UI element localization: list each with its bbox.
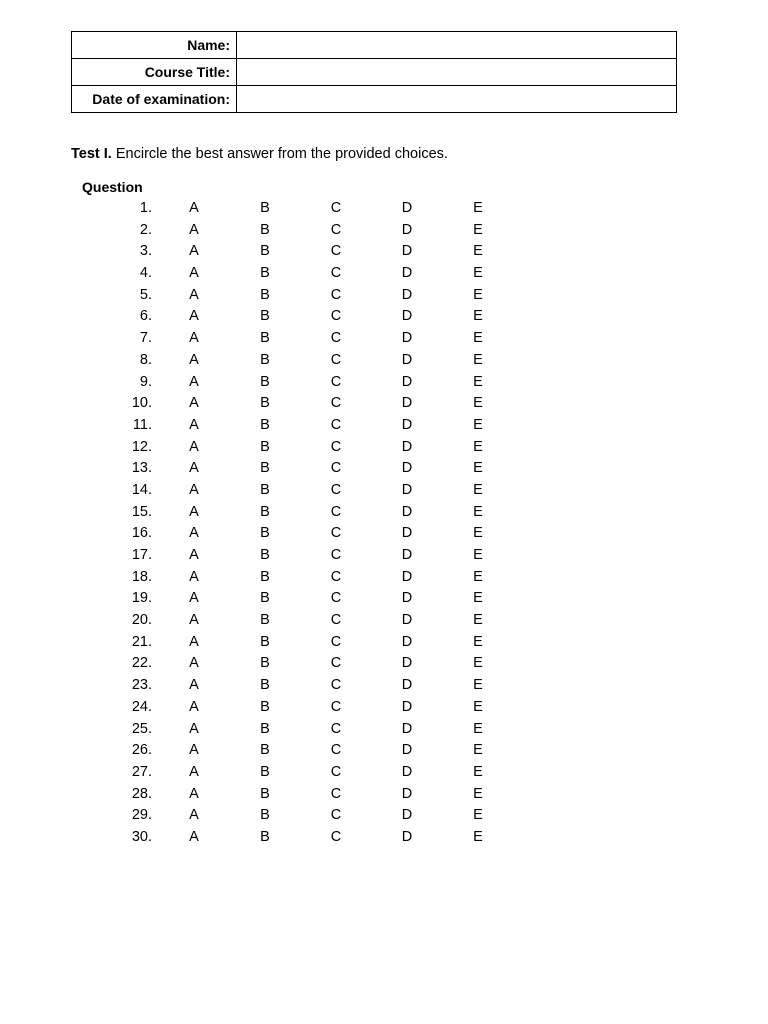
choice-e[interactable]: E xyxy=(473,828,483,845)
question-number: 4. xyxy=(139,265,152,282)
choice-e[interactable]: E xyxy=(473,785,483,802)
answer-row xyxy=(0,589,768,611)
answer-row xyxy=(0,785,768,807)
choice-a[interactable]: A xyxy=(189,351,199,368)
test-instructions xyxy=(71,146,448,162)
choice-e[interactable]: E xyxy=(473,351,483,368)
choice-c[interactable]: C xyxy=(330,221,342,238)
choice-d[interactable]: D xyxy=(401,200,413,216)
choice-e[interactable]: E xyxy=(473,460,483,477)
choice-a[interactable]: A xyxy=(189,828,199,845)
choice-a[interactable]: A xyxy=(189,785,199,802)
choice-a[interactable]: A xyxy=(189,525,199,542)
choice-b[interactable]: B xyxy=(260,416,270,433)
choice-e[interactable]: E xyxy=(473,221,483,238)
question-number: 7. xyxy=(139,330,152,347)
choice-c[interactable]: C xyxy=(330,243,342,260)
choice-e[interactable]: E xyxy=(473,547,483,563)
question-number: 14. xyxy=(131,481,152,498)
choice-b[interactable]: B xyxy=(260,373,270,390)
course-title-row xyxy=(72,59,677,86)
choice-b[interactable]: B xyxy=(260,460,270,477)
choice-a[interactable]: A xyxy=(189,221,199,238)
question-number: 13. xyxy=(131,460,152,477)
choice-a[interactable]: A xyxy=(189,308,199,325)
question-number: 19. xyxy=(131,590,152,607)
question-number: 15. xyxy=(131,503,152,520)
choice-e[interactable]: E xyxy=(473,200,483,216)
choice-b[interactable]: B xyxy=(260,742,270,759)
choice-d[interactable]: D xyxy=(401,655,413,672)
question-number: 22. xyxy=(131,655,152,672)
answer-row xyxy=(0,351,768,373)
choice-d[interactable]: D xyxy=(401,308,413,325)
question-number: 6. xyxy=(139,308,152,325)
choice-a[interactable]: A xyxy=(189,243,199,260)
choice-e[interactable]: E xyxy=(473,807,483,824)
choice-b[interactable]: B xyxy=(260,677,270,694)
choice-d[interactable]: D xyxy=(401,720,413,737)
answer-row xyxy=(0,438,768,460)
question-number: 12. xyxy=(131,438,152,455)
choice-c[interactable]: C xyxy=(330,438,342,455)
question-number: 2. xyxy=(139,221,152,238)
choice-b[interactable]: B xyxy=(260,828,270,845)
choice-e[interactable]: E xyxy=(473,568,483,585)
choice-b[interactable]: B xyxy=(260,330,270,347)
choice-e[interactable]: E xyxy=(473,503,483,520)
choice-e[interactable]: E xyxy=(473,698,483,715)
choice-a[interactable]: A xyxy=(189,503,199,520)
answer-sheet xyxy=(0,199,768,850)
choice-b[interactable]: B xyxy=(260,547,270,563)
choice-a[interactable]: A xyxy=(189,720,199,737)
answer-row xyxy=(0,676,768,698)
name-row xyxy=(72,32,677,59)
choice-d[interactable]: D xyxy=(401,460,413,477)
question-number: 23. xyxy=(131,677,152,694)
choice-c[interactable]: C xyxy=(330,200,342,216)
answer-row xyxy=(0,394,768,416)
choice-e[interactable]: E xyxy=(473,481,483,498)
answer-row xyxy=(0,806,768,828)
answer-row xyxy=(0,720,768,742)
choice-a[interactable]: A xyxy=(189,395,199,412)
choice-e[interactable]: E xyxy=(473,677,483,694)
choice-d[interactable]: D xyxy=(401,698,413,715)
answer-row xyxy=(0,264,768,286)
choice-d[interactable]: D xyxy=(401,265,413,282)
choice-d[interactable]: D xyxy=(401,330,413,347)
question-number: 17. xyxy=(131,547,152,563)
choice-b[interactable]: B xyxy=(260,200,270,216)
choice-a[interactable]: A xyxy=(189,200,199,216)
choice-c[interactable]: C xyxy=(330,308,342,325)
choice-b[interactable]: B xyxy=(260,503,270,520)
question-number: 8. xyxy=(139,351,152,368)
name-field[interactable] xyxy=(237,32,677,59)
question-number: 21. xyxy=(131,633,152,650)
choice-e[interactable]: E xyxy=(473,763,483,780)
choice-e[interactable]: E xyxy=(473,633,483,650)
choice-c[interactable]: C xyxy=(330,265,342,282)
choice-a[interactable]: A xyxy=(189,460,199,477)
choice-e[interactable]: E xyxy=(473,612,483,629)
choice-b[interactable]: B xyxy=(260,568,270,585)
choice-c[interactable]: C xyxy=(330,633,342,650)
answer-row xyxy=(0,459,768,481)
course-title-field[interactable] xyxy=(237,59,677,86)
choice-a[interactable]: A xyxy=(189,438,199,455)
answer-row xyxy=(0,329,768,351)
choice-a[interactable]: A xyxy=(189,481,199,498)
choice-e[interactable]: E xyxy=(473,525,483,542)
choice-e[interactable]: E xyxy=(473,330,483,347)
answer-row xyxy=(0,546,768,568)
choice-b[interactable]: B xyxy=(260,590,270,607)
choice-b[interactable]: B xyxy=(260,481,270,498)
choice-e[interactable]: E xyxy=(473,655,483,672)
choice-d[interactable]: D xyxy=(401,373,413,390)
question-number: 16. xyxy=(131,525,152,542)
choice-a[interactable]: A xyxy=(189,655,199,672)
choice-d[interactable]: D xyxy=(401,612,413,629)
answer-row xyxy=(0,221,768,243)
choice-c[interactable]: C xyxy=(330,742,342,759)
choice-d[interactable]: D xyxy=(401,243,413,260)
question-number: 3. xyxy=(139,243,152,260)
answer-row xyxy=(0,286,768,308)
choice-a[interactable]: A xyxy=(189,677,199,694)
answer-row xyxy=(0,199,768,221)
choice-b[interactable]: B xyxy=(260,633,270,650)
choice-d[interactable]: D xyxy=(401,438,413,455)
choice-e[interactable]: E xyxy=(473,438,483,455)
choice-e[interactable]: E xyxy=(473,243,483,260)
choice-a[interactable]: A xyxy=(189,568,199,585)
choice-b[interactable]: B xyxy=(260,763,270,780)
choice-d[interactable]: D xyxy=(401,547,413,563)
choice-c[interactable]: C xyxy=(330,612,342,629)
choice-c[interactable]: C xyxy=(330,828,342,845)
answer-row xyxy=(0,741,768,763)
exam-date-label: Date of examination: xyxy=(72,86,237,113)
choice-b[interactable]: B xyxy=(260,720,270,737)
exam-date-row xyxy=(72,86,677,113)
choice-a[interactable]: A xyxy=(189,807,199,824)
choice-c[interactable]: C xyxy=(330,286,342,303)
answer-row xyxy=(0,524,768,546)
choice-a[interactable]: A xyxy=(189,590,199,607)
answer-row xyxy=(0,698,768,720)
question-number: 18. xyxy=(131,568,152,585)
choice-d[interactable]: D xyxy=(401,286,413,303)
name-label: Name: xyxy=(72,32,237,59)
choice-d[interactable]: D xyxy=(401,763,413,780)
choice-a[interactable]: A xyxy=(189,698,199,715)
choice-a[interactable]: A xyxy=(189,416,199,433)
choice-c[interactable]: C xyxy=(330,547,342,563)
choice-c[interactable]: C xyxy=(330,395,342,412)
choice-e[interactable]: E xyxy=(473,308,483,325)
question-number: 10. xyxy=(131,395,152,412)
course-title-label: Course Title: xyxy=(72,59,237,86)
choice-e[interactable]: E xyxy=(473,742,483,759)
question-number: 25. xyxy=(131,720,152,737)
answer-row xyxy=(0,763,768,785)
choice-d[interactable]: D xyxy=(401,785,413,802)
choice-a[interactable]: A xyxy=(189,633,199,650)
choice-c[interactable]: C xyxy=(330,373,342,390)
test-label: Test I. xyxy=(71,146,112,162)
choice-a[interactable]: A xyxy=(189,612,199,629)
question-number: 27. xyxy=(131,763,152,780)
choice-e[interactable]: E xyxy=(473,286,483,303)
choice-c[interactable]: C xyxy=(330,525,342,542)
choice-c[interactable]: C xyxy=(330,351,342,368)
choice-b[interactable]: B xyxy=(260,221,270,238)
question-number: 24. xyxy=(131,698,152,715)
choice-a[interactable]: A xyxy=(189,547,199,563)
choice-b[interactable]: B xyxy=(260,438,270,455)
question-number: 30. xyxy=(131,828,152,845)
choice-d[interactable]: D xyxy=(401,742,413,759)
choice-d[interactable]: D xyxy=(401,807,413,824)
question-number: 20. xyxy=(131,612,152,629)
choice-c[interactable]: C xyxy=(330,568,342,585)
question-number: 29. xyxy=(131,807,152,824)
choice-b[interactable]: B xyxy=(260,286,270,303)
question-number: 5. xyxy=(139,286,152,303)
answer-row xyxy=(0,828,768,850)
answer-row xyxy=(0,242,768,264)
choice-c[interactable]: C xyxy=(330,655,342,672)
question-number: 9. xyxy=(139,373,152,390)
choice-c[interactable]: C xyxy=(330,720,342,737)
choice-b[interactable]: B xyxy=(260,807,270,824)
choice-c[interactable]: C xyxy=(330,807,342,824)
question-number: 28. xyxy=(131,785,152,802)
choice-e[interactable]: E xyxy=(473,373,483,390)
choice-d[interactable]: D xyxy=(401,525,413,542)
instructions-text: Encircle the best answer from the provided choices. xyxy=(111,146,448,162)
answer-row xyxy=(0,307,768,329)
choice-e[interactable]: E xyxy=(473,416,483,433)
choice-a[interactable]: A xyxy=(189,763,199,780)
choice-a[interactable]: A xyxy=(189,265,199,282)
choice-d[interactable]: D xyxy=(401,503,413,520)
answer-row xyxy=(0,654,768,676)
exam-date-field[interactable] xyxy=(237,86,677,113)
question-column-header: Question xyxy=(82,179,143,195)
choice-d[interactable]: D xyxy=(401,481,413,498)
answer-row xyxy=(0,568,768,590)
choice-d[interactable]: D xyxy=(401,568,413,585)
choice-d[interactable]: D xyxy=(401,351,413,368)
choice-b[interactable]: B xyxy=(260,395,270,412)
choice-e[interactable]: E xyxy=(473,395,483,412)
choice-b[interactable]: B xyxy=(260,265,270,282)
choice-c[interactable]: C xyxy=(330,481,342,498)
answer-row xyxy=(0,481,768,503)
choice-b[interactable]: B xyxy=(260,698,270,715)
answer-row xyxy=(0,416,768,438)
choice-a[interactable]: A xyxy=(189,373,199,390)
choice-b[interactable]: B xyxy=(260,308,270,325)
answer-row xyxy=(0,373,768,395)
choice-d[interactable]: D xyxy=(401,416,413,433)
choice-d[interactable]: D xyxy=(401,677,413,694)
question-number: 26. xyxy=(131,742,152,759)
choice-d[interactable]: D xyxy=(401,828,413,845)
choice-b[interactable]: B xyxy=(260,785,270,802)
answer-row xyxy=(0,633,768,655)
choice-c[interactable]: C xyxy=(330,785,342,802)
choice-c[interactable]: C xyxy=(330,590,342,607)
choice-c[interactable]: C xyxy=(330,416,342,433)
answer-row xyxy=(0,503,768,525)
choice-c[interactable]: C xyxy=(330,503,342,520)
choice-e[interactable]: E xyxy=(473,265,483,282)
choice-c[interactable]: C xyxy=(330,763,342,780)
choice-c[interactable]: C xyxy=(330,677,342,694)
choice-d[interactable]: D xyxy=(401,221,413,238)
choice-d[interactable]: D xyxy=(401,590,413,607)
question-number: 11. xyxy=(132,416,152,433)
answer-row xyxy=(0,611,768,633)
choice-c[interactable]: C xyxy=(330,330,342,347)
choice-c[interactable]: C xyxy=(330,460,342,477)
choice-e[interactable]: E xyxy=(473,590,483,607)
choice-a[interactable]: A xyxy=(189,742,199,759)
choice-d[interactable]: D xyxy=(401,633,413,650)
choice-e[interactable]: E xyxy=(473,720,483,737)
choice-b[interactable]: B xyxy=(260,525,270,542)
choice-b[interactable]: B xyxy=(260,612,270,629)
choice-d[interactable]: D xyxy=(401,395,413,412)
choice-b[interactable]: B xyxy=(260,243,270,260)
question-number: 1. xyxy=(139,200,152,216)
choice-b[interactable]: B xyxy=(260,351,270,368)
choice-a[interactable]: A xyxy=(189,330,199,347)
choice-c[interactable]: C xyxy=(330,698,342,715)
student-info-table xyxy=(71,31,677,113)
choice-b[interactable]: B xyxy=(260,655,270,672)
choice-a[interactable]: A xyxy=(189,286,199,303)
